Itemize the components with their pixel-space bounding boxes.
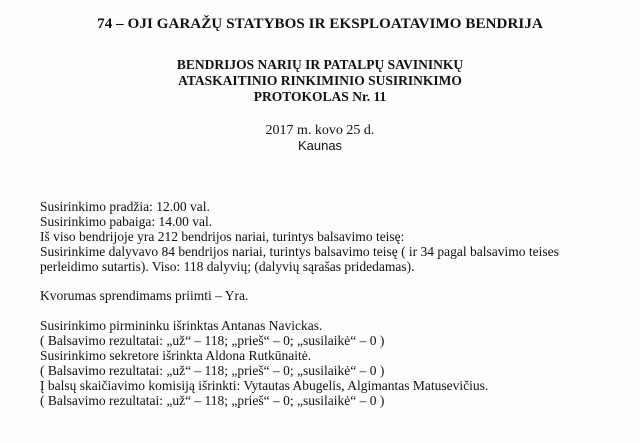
attendance-line-2: perleidimo sutartis). Viso: 118 dalyvių; (dalyvių sąrašas pridedamas).	[40, 259, 415, 274]
attendance-line-1: Susirinkime dalyvavo 84 bendrijos nariai, turintys balsavimo teisę ( ir 34 pagal balsavimo teises	[40, 244, 559, 259]
document-title-line-3: PROTOKOLAS Nr. 11	[253, 89, 387, 104]
secretary-elected: Susirinkimo sekretore išrinkta Aldona Rutkūnaitė.	[40, 348, 312, 363]
meeting-end: Susirinkimo pabaiga: 14.00 val.	[40, 214, 213, 229]
document-title-line-2: ATASKAITINIO RINKIMINIO SUSIRINKIMO	[178, 73, 462, 88]
total-members: Iš viso bendrijoje yra 212 bendrijos nariai, turintys balsavimo teisę:	[40, 229, 405, 244]
document-title-line-1: BENDRIJOS NARIŲ IR PATALPŲ SAVININKŲ	[176, 57, 464, 72]
meeting-start: Susirinkimo pradžia: 12.00 val.	[40, 199, 210, 214]
commission-vote-results: ( Balsavimo rezultatai: „už“ – 118; „prieš“ – 0; „susilaikė“ – 0 )	[40, 393, 385, 408]
organization-title: 74 – OJI GARAŽŲ STATYBOS IR EKSPLOATAVIMO BENDRIJA	[97, 16, 543, 32]
quorum-statement: Kvorumas sprendimams priimti – Yra.	[40, 288, 249, 303]
meeting-date: 2017 m. kovo 25 d.	[265, 123, 375, 138]
chair-vote-results: ( Balsavimo rezultatai: „už“ – 118; „prieš“ – 0; „susilaikė“ – 0 )	[40, 333, 385, 348]
meeting-city: Kaunas	[297, 138, 343, 153]
commission-elected: Į balsų skaičiavimo komisiją išrinkti: Vytautas Abugelis, Algimantas Matusevičius.	[40, 378, 489, 393]
secretary-vote-results: ( Balsavimo rezultatai: „už“ – 118; „prieš“ – 0; „susilaikė“ – 0 )	[40, 363, 385, 378]
chair-elected: Susirinkimo pirmininku išrinktas Antanas Navickas.	[40, 318, 323, 333]
